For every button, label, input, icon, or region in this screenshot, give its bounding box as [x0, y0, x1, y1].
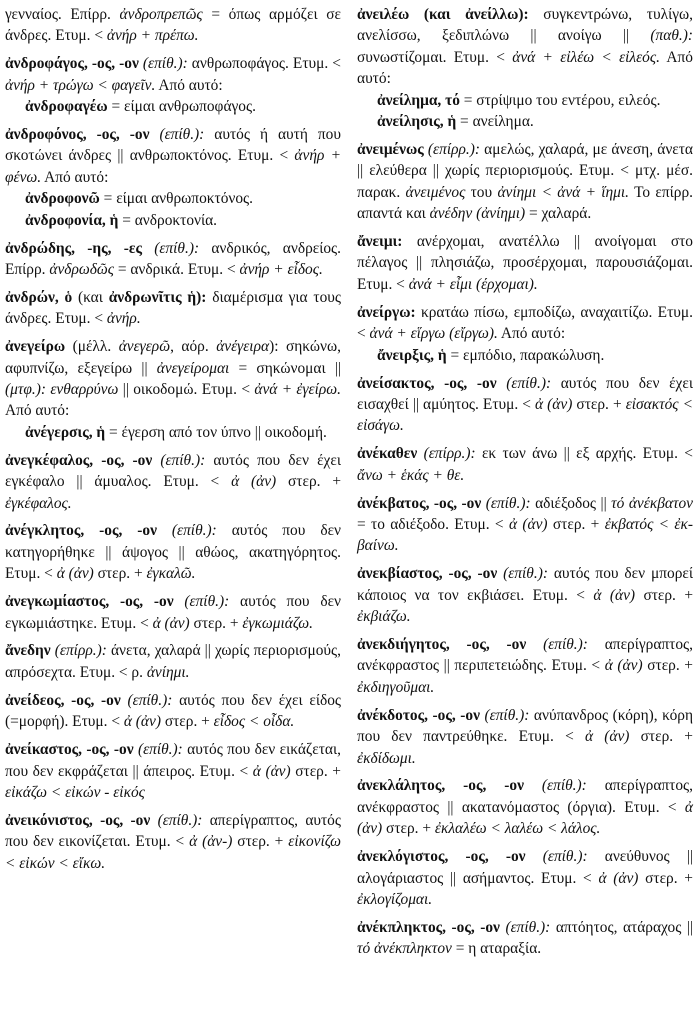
definition-text: του [465, 183, 498, 201]
entry-definition [5, 287, 341, 330]
italic-text: ἀνεγερῶ [118, 338, 171, 356]
italic-text: ἀνέδην (ἀνίημι) [429, 205, 526, 223]
italic-text: ἀ (ἀν) [593, 586, 636, 604]
entry-definition [357, 775, 693, 839]
derived-entry [357, 111, 693, 132]
definition-text: = στρίψιμο του εντέρου, ειλεός. [459, 91, 661, 109]
definition-text: Από αυτό: [357, 48, 693, 88]
entry-definition [357, 917, 693, 960]
italic-text: ἄνω + ἑκάς + θε. [357, 466, 465, 484]
definition-text: = το αδιέξοδο. Ετυμ. < [357, 515, 509, 533]
dictionary-entry [5, 810, 341, 874]
dictionary-entry [5, 450, 341, 514]
italic-text: ἀ (ἀν) [152, 614, 190, 632]
dictionary-entry [5, 640, 341, 683]
dictionary-entry [357, 493, 693, 557]
entry-definition [357, 705, 693, 769]
italic-text: ἀ (ἀν) [598, 869, 639, 887]
dictionary-entry [5, 124, 341, 231]
entry-definition [357, 443, 693, 486]
dictionary-entry [357, 302, 693, 366]
italic-text: τό ἀνέκβατον [611, 494, 693, 512]
headword: ἀνείδεος, -ος, -ον [5, 691, 128, 709]
italic-text: ἀνά + εἶμι (έρχομαι). [408, 275, 538, 293]
headword: ἀνεικόνιστος, -ος, -ον [5, 811, 158, 829]
definition-text: ανθρωποφάγος. Ετυμ. < [187, 55, 341, 73]
headword: ἀνείλησις, ἡ [377, 113, 457, 131]
italic-text: (επίθ.): [142, 55, 188, 73]
italic-text: (επίθ.): [154, 239, 200, 257]
entry-definition [5, 336, 341, 422]
italic-text: ἀνά + ἐγείρω. [254, 381, 342, 398]
italic-text: (επίθ.): [542, 848, 588, 866]
definition-text: στερ. + [547, 515, 605, 533]
entry-definition [357, 493, 693, 557]
definition-text: Το επίρρ. απαντά και [357, 183, 693, 223]
definition-text: = ανδροκτονία. [118, 211, 218, 229]
dictionary-entry [357, 917, 693, 960]
definition-text: = είμαι ανθρωποφάγος. [107, 98, 256, 116]
italic-text: (επίθ.): [506, 374, 552, 392]
italic-text: ἀνεγείρομαι [156, 359, 230, 377]
headword: ἄνειμι: [357, 233, 403, 251]
italic-text: ἀνίημι < ἀνά + ἵημι. [497, 183, 630, 201]
italic-text: εἶδος < οἶδα. [213, 713, 295, 731]
dictionary-entry [357, 563, 693, 627]
headword: ἀνεκλάλητος, -ος, -ον [357, 777, 542, 795]
headword: ἀνέκβατος, -ος, -ον [357, 494, 486, 512]
dictionary-entry [5, 53, 341, 117]
italic-text: ἀνήρ + φένω. [5, 147, 342, 186]
headword: ἀνδρώδης, -ης, -ες [5, 239, 155, 257]
italic-text: (παθ.): [650, 27, 693, 45]
definition-text: στερ. + [232, 833, 289, 851]
italic-text: (μτφ.): ενθαρρύνω [5, 381, 119, 398]
derived-entry [5, 210, 341, 231]
definition-text: στερ. + [572, 395, 626, 413]
italic-text: (επίρρ.): [423, 445, 476, 463]
italic-text: (επίθ.): [485, 494, 531, 512]
dictionary-entry [357, 373, 693, 437]
italic-text: ἀ (ἀν) [56, 565, 94, 583]
headword: ἀνείσακτος, -ος, -ον [357, 374, 507, 392]
entry-definition [5, 450, 341, 514]
entry-definition [357, 231, 693, 295]
definition-text: συνωστίζομαι. Ετυμ. < [357, 48, 513, 66]
definition-text: αυτός που δεν έχει εισαχθεί || αμύητος. Ετυμ. < [357, 374, 693, 413]
dictionary-entry [357, 4, 693, 132]
definition-text: = όπως αρμόζει σε άνδρες. Ετυμ. < [5, 6, 341, 45]
definition-text: Από αυτό: [41, 168, 109, 186]
headword: ἀνειλέω (και ἀνείλλω): [357, 6, 529, 23]
italic-text: ἀ (ἀν) [535, 395, 573, 413]
headword: ἀνδρών, ὁ [5, 288, 78, 306]
entry-definition [357, 373, 693, 437]
italic-text: ἀνδρωδῶς [49, 260, 114, 278]
italic-text: ἀ (ἀν) [508, 515, 548, 533]
italic-text: ἀνδροπρεπῶς [119, 6, 203, 23]
definition-text: στερ. + [635, 586, 693, 604]
italic-text: (επίθ.): [484, 706, 530, 724]
headword: ἀνείκαστος, -ος, -ον [5, 741, 138, 759]
definition-text: εκ των άνω || εξ αρχής. Ετυμ. < [475, 445, 693, 463]
dictionary-column-right [357, 4, 693, 966]
entry-definition [357, 139, 693, 225]
dictionary-entry [5, 4, 341, 47]
definition-text: συγκεντρώνω, τυλίγω, ανελίσσω, ξεδιπλώνω || ανοίγω || [357, 6, 693, 45]
definition-text: αδιέξοδος || [530, 494, 612, 512]
headword: ἀνεγείρω [5, 338, 73, 356]
definition-text: ανεύθυνος || αλογάριαστος || ασήμαντος. Ετυμ. < [357, 848, 693, 887]
headword: ἀνείλημα, τό [377, 91, 460, 109]
definition-text: (μέλλ. [72, 338, 119, 356]
headword: ἀνεγκέφαλος, -ος, -ον [5, 451, 161, 469]
definition-text: (και [77, 288, 109, 306]
headword: ἀνδρωνῖτις ἡ): [108, 288, 207, 306]
derived-entry [357, 345, 693, 366]
definition-text: απερίγραπτος, ανέκφραστος || ακατανόμαστος (όργια). Ετυμ. < [357, 777, 693, 816]
entry-definition [5, 739, 341, 803]
definition-text: = ανείλημα. [456, 113, 534, 131]
headword: ἀνδροφονῶ [25, 190, 100, 208]
dictionary-entry [5, 690, 341, 733]
italic-text: ἐκβατός < ἐκ-βαίνω. [357, 515, 693, 555]
definition-text: || οικοδομώ. Ετυμ. < [118, 381, 255, 398]
derived-entry [5, 422, 341, 443]
italic-text: ἀνήρ + πρέπω. [106, 27, 199, 45]
entry-definition [5, 520, 341, 584]
headword: ἄνειρξις, ἡ [377, 346, 447, 364]
definition-text: = χαλαρά. [525, 205, 592, 223]
italic-text: (επίθ.): [157, 811, 203, 829]
entry-definition [357, 634, 693, 698]
italic-text: ἀνειμένος [405, 183, 466, 201]
italic-text: ἀνήρ. [106, 310, 141, 328]
italic-text: ἀ (ἀν-) [189, 833, 233, 851]
italic-text: ἐγκαλῶ. [146, 565, 196, 583]
headword: ἀνεκβίαστος, -ος, -ον [357, 565, 504, 583]
definition-text: = εμπόδιο, παρακώλυση. [446, 346, 605, 364]
definition-text: άνετα, χαλαρά || χωρίς περιορισμούς, απρόσεχτα. Ετυμ. < ρ. [5, 642, 341, 681]
dictionary-entry [357, 705, 693, 769]
italic-text: ἐκδιηγοῦμαι. [357, 678, 435, 696]
definition-text: στερ. + [642, 657, 693, 675]
definition-text: αυτός που δεν έχει είδος (=μορφή). Ετυμ. < [5, 691, 341, 731]
dictionary-entry [357, 139, 693, 225]
italic-text: (επίθ.): [541, 777, 587, 795]
italic-text: ἀ (ἀν) [584, 728, 630, 746]
headword: ἀνδροφαγέω [25, 98, 108, 116]
derived-entry [5, 188, 341, 209]
italic-text: ἐγκωμιάζω. [242, 614, 313, 632]
definition-text: στερ. + [629, 728, 693, 746]
definition-text: , αόρ. [170, 338, 217, 356]
italic-text: (επίθ.): [159, 126, 205, 144]
definition-text: ): σηκώνω, αφυπνίζω, εξεγείρω || [5, 338, 341, 377]
italic-text: (επίρρ.): [54, 642, 107, 660]
definition-text: στερ. + [160, 713, 214, 731]
italic-text: εἰκονίζω < εἰκών < εἴκω. [5, 833, 341, 872]
definition-text: στερ. + [382, 820, 435, 838]
headword: ἀνέκδοτος, -ος, -ον [357, 706, 485, 724]
headword: ἀνεκλόγιστος, -ος, -ον [357, 848, 543, 866]
definition-text: αυτός που δεν κατηγορήθηκε || άψογος || αθώος, ακατηγόρητος. Ετυμ. < [5, 522, 341, 583]
definition-text: Από αυτό: [5, 402, 70, 420]
dictionary-entry [357, 231, 693, 295]
definition-text: στερ. + [290, 762, 341, 780]
definition-text: = σηκώνομαι || [229, 359, 341, 377]
entry-definition [5, 591, 341, 634]
headword: ἀνδροφονία, ἡ [25, 211, 119, 229]
headword: ἀνέκαθεν [357, 445, 424, 463]
headword: ἄνεδην [5, 642, 55, 660]
italic-text: (επίθ.): [127, 691, 173, 709]
entry-definition [5, 238, 341, 281]
definition-text: ανέρχομαι, ανατέλλω || ανοίγομαι στο πέλαγος || πλησιάζω, προσέρχομαι, παρουσιάζομαι. Ετυμ. < [357, 233, 693, 293]
headword: ἀνέγερσις, ἡ [25, 423, 106, 441]
entry-definition [5, 690, 341, 733]
headword: ἀνδροφάγος, -ος, -ον [5, 55, 143, 73]
definition-text: απτόητος, ατάραχος || [550, 918, 693, 936]
dictionary-column-left [5, 4, 341, 881]
entry-definition [357, 302, 693, 345]
italic-text: (επίθ.): [184, 593, 230, 611]
headword: ἀνεγκωμίαστος, -ος, -ον [5, 593, 185, 611]
headword: ἀνείργω: [357, 303, 416, 321]
italic-text: (επίθ.): [137, 741, 183, 759]
dictionary-entry [5, 336, 341, 443]
definition-text: αυτός που δεν μπορεί κάποιος να τον εκβιάσει. Ετυμ. < [357, 565, 693, 604]
italic-text: (επίρρ.): [427, 140, 480, 158]
definition-text: στερ. + [93, 565, 147, 583]
italic-text: ἐγκέφαλος. [5, 494, 72, 512]
entry-definition [5, 124, 341, 188]
italic-text: ἀ (ἀν) [252, 762, 291, 780]
definition-text: διαμέρισμα για τους άνδρες. Ετυμ. < [5, 288, 341, 328]
dictionary-entry [357, 846, 693, 910]
italic-text: ἀ (ἀν) [357, 798, 693, 838]
definition-text: στερ. + [189, 614, 243, 632]
entry-definition [5, 4, 341, 47]
dictionary-entry [5, 739, 341, 803]
italic-text: ἀνήρ + εἶδος. [239, 260, 323, 278]
italic-text: ἀ (ἀν) [231, 473, 277, 491]
italic-text: (επίθ.): [503, 565, 548, 583]
italic-text: ἐκλαλέω < λαλέω < λάλος. [434, 820, 601, 838]
italic-text: εἰσακτός < εἰσάγω. [357, 395, 693, 435]
definition-text: = ανδρικά. Ετυμ. < [113, 260, 240, 278]
italic-text: (επίθ.): [160, 451, 206, 469]
dictionary-entry [5, 591, 341, 634]
entry-definition [357, 563, 693, 627]
definition-text: στερ. + [276, 473, 341, 491]
dictionary-entry [357, 634, 693, 698]
definition-text: αυτός που δεν έχει εγκέφαλο || άμυαλος. Ετυμ. < [5, 451, 341, 491]
italic-text: ἀνίημι. [146, 663, 190, 681]
dictionary-entry [5, 287, 341, 330]
italic-text: ἀνά + εἵργω (εἴργω). [369, 325, 498, 343]
headword: ἀνέγκλητος, -ος, -ον [5, 522, 172, 540]
dictionary-entry [357, 443, 693, 486]
definition-text: ανύπανδρος (κόρη), κόρη που δεν παντρεύθηκε. Ετυμ. < [357, 706, 693, 746]
italic-text: (επίθ.): [171, 522, 217, 540]
entry-definition [5, 53, 341, 96]
entry-definition [5, 640, 341, 683]
definition-text: Από αυτό: [155, 76, 223, 94]
derived-entry [5, 96, 341, 117]
dictionary-entry [5, 238, 341, 281]
headword: ἀνδροφόνος, -ος, -ον [5, 126, 160, 144]
italic-text: ἀ (ἀν) [123, 713, 161, 731]
definition-text: απερίγραπτος, αυτός που δεν εικονίζεται. Ετυμ. < [5, 811, 341, 851]
italic-text: ἐκβιάζω. [357, 608, 411, 626]
entry-definition [357, 846, 693, 910]
entry-definition [357, 4, 693, 90]
dictionary-entry [5, 520, 341, 584]
italic-text: ἀνέγειρα [216, 338, 270, 356]
italic-text: (επίθ.): [505, 918, 551, 936]
derived-entry [357, 90, 693, 111]
definition-text: = έγερση από τον ύπνο || οικοδομή. [105, 423, 327, 441]
italic-text: ἀ (ἀν) [604, 657, 643, 675]
entry-definition [5, 810, 341, 874]
italic-text: ἀνά + εἰλέω < εἰλεός. [512, 48, 660, 66]
headword: ἀνειμένως [357, 140, 428, 158]
definition-text: αμελώς, χαλαρά, με άνεση, άνετα || ελεύθερα || χωρίς περιορισμούς. Ετυμ. < μτχ. μέσ. παρακ. [357, 140, 693, 201]
definition-text: αυτός που δεν εγκωμιάστηκε. Ετυμ. < [5, 593, 341, 632]
headword: ἀνέκπληκτος, -ος, -ον [357, 918, 506, 936]
definition-text: κρατάω πίσω, εμποδίζω, αναχαιτίζω. Ετυμ. < [357, 303, 693, 343]
italic-text: ἐκλογίζομαι. [357, 890, 433, 908]
definition-text: γενναίος. Επίρρ. [5, 6, 120, 23]
definition-text: = η αταραξία. [451, 940, 542, 958]
definition-text: απερίγραπτος, ανέκφραστος || περιπετειώδης. Ετυμ. < [357, 635, 693, 675]
italic-text: ἀνήρ + τρώγω < φαγεῖν. [5, 76, 156, 94]
definition-text: αυτός που δεν εικάζεται, που δεν εκφράζεται || άπειρος. Ετυμ. < [5, 741, 341, 780]
definition-text: στερ. + [638, 869, 693, 887]
italic-text: εἰκάζω < εἰκών - εἰκός [5, 783, 145, 801]
definition-text: ανδρικός, ανδρείος. Επίρρ. [5, 239, 341, 278]
dictionary-entry [357, 775, 693, 839]
italic-text: τό ἀνέκπληκτον [357, 940, 452, 958]
italic-text: (επίθ.): [543, 635, 588, 653]
definition-text: = είμαι ανθρωποκτόνος. [99, 190, 253, 208]
italic-text: ἐκδίδωμι. [357, 749, 416, 767]
headword: ἀνεκδιήγητος, -ος, -ον [357, 635, 544, 653]
definition-text: αυτός ή αυτή που σκοτώνει άνδρες || ανθρωποκτόνος. Ετυμ. < [5, 126, 341, 165]
definition-text: Από αυτό: [497, 325, 566, 343]
